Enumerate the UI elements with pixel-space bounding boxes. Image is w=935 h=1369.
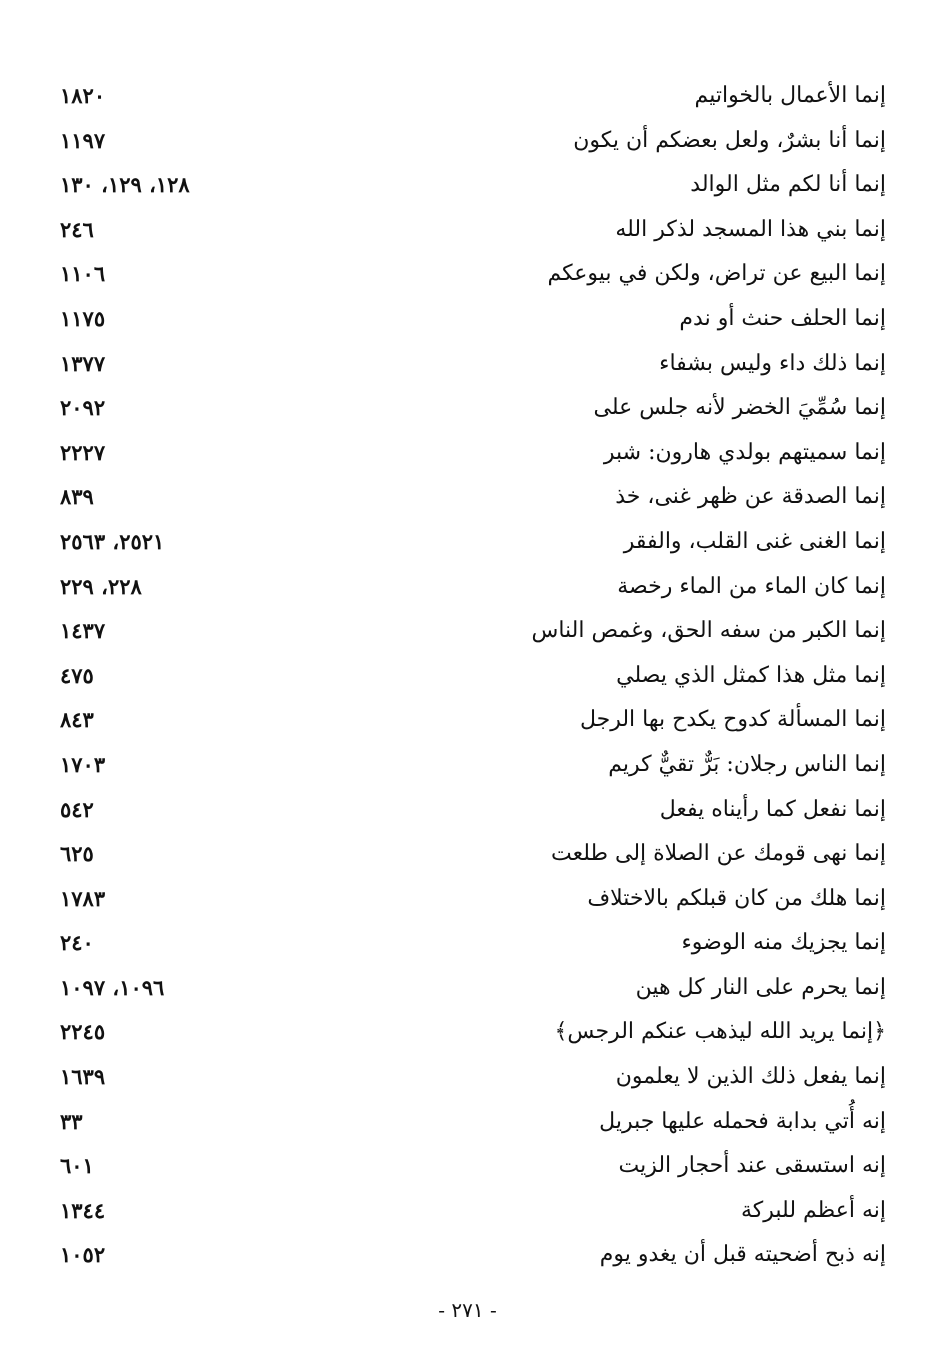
index-entry — [60, 1144, 886, 1189]
index-entry — [60, 386, 886, 431]
entry-reference-number: ٢٢٤٥ — [60, 1019, 106, 1045]
entry-reference-number: ٨٤٣ — [60, 707, 94, 733]
entry-reference-number: ١١٩٧ — [60, 127, 106, 153]
index-entry — [60, 609, 886, 654]
entry-reference-number: ٢٢٨، ٢٢٩ — [60, 573, 142, 599]
entry-text: إنه استسقى عند أحجار الزيت — [618, 1153, 886, 1179]
entry-reference-number: ١٤٣٧ — [60, 618, 106, 644]
entry-text: إنما سميتهم بولدي هارون: شبر — [603, 439, 886, 465]
entry-text: إنما كان الماء من الماء رخصة — [617, 573, 886, 599]
index-entry — [60, 788, 886, 833]
index-entry — [60, 1055, 886, 1100]
entry-reference-number: ٨٣٩ — [60, 484, 94, 510]
entry-text: إنما مثل هذا كمثل الذي يصلي — [616, 662, 886, 688]
entry-reference-number: ١١٠٦ — [60, 261, 106, 287]
entry-text: إنما البيع عن تراض، ولكن في بيوعكم — [547, 261, 886, 287]
entry-text: إنما أنا لكم مثل الوالد — [690, 172, 886, 198]
page-number: - ٢٧١ - — [438, 1298, 497, 1322]
entry-text: إنما يحرم على النار كل هين — [635, 974, 886, 1000]
index-entry — [60, 1189, 886, 1234]
index-entry — [60, 832, 886, 877]
index-entry — [60, 1233, 886, 1278]
index-entry — [60, 921, 886, 966]
entry-reference-number: ١٣٧٧ — [60, 350, 106, 376]
entry-text: إنما بني هذا المسجد لذكر الله — [615, 216, 886, 242]
entry-text: إنما الناس رجلان: بَرٌّ تقيٌّ كريم — [608, 751, 886, 777]
index-entry — [60, 74, 886, 119]
entry-reference-number: ١٠٥٢ — [60, 1242, 106, 1268]
entry-reference-number: ٥٤٢ — [60, 796, 94, 822]
index-entry — [60, 520, 886, 565]
index-entry — [60, 297, 886, 342]
index-entry — [60, 877, 886, 922]
entry-reference-number: ٢٤٦ — [60, 216, 94, 242]
entry-text: إنما الكبر من سفه الحق، وغمص الناس — [531, 618, 886, 644]
entry-text: ﴿إنما يريد الله ليذهب عنكم الرجس﴾ — [554, 1019, 886, 1045]
index-entry — [60, 654, 886, 699]
index-entry — [60, 431, 886, 476]
index-entry — [60, 1010, 886, 1055]
entry-text: إنما يفعل ذلك الذين لا يعلمون — [615, 1064, 886, 1090]
entry-text: إنما ذلك داء وليس بشفاء — [659, 350, 886, 376]
index-entry — [60, 342, 886, 387]
entry-text: إنما المسألة كدوح يكدح بها الرجل — [579, 707, 886, 733]
index-entry — [60, 698, 886, 743]
entry-reference-number: ٣٣ — [60, 1108, 83, 1134]
entry-text: إنما الصدقة عن ظهر غنى، خذ — [615, 484, 886, 510]
index-entry — [60, 966, 886, 1011]
entry-reference-number: ٤٧٥ — [60, 662, 94, 688]
entry-reference-number: ٢٠٩٢ — [60, 395, 106, 421]
entry-reference-number: ١٧٠٣ — [60, 751, 106, 777]
entry-reference-number: ١٦٣٩ — [60, 1064, 106, 1090]
entry-text: إنما يجزيك منه الوضوء — [681, 930, 886, 956]
entry-text: إنما نفعل كما رأيناه يفعل — [659, 796, 886, 822]
entry-reference-number: ٢٤٠ — [60, 930, 94, 956]
entry-reference-number: ٢٢٢٧ — [60, 439, 106, 465]
entry-text: إنما الحلف حنث أو ندم — [679, 305, 886, 331]
index-entry — [60, 208, 886, 253]
entry-reference-number: ٦٢٥ — [60, 841, 94, 867]
entry-reference-number: ١٢٨، ١٢٩، ١٣٠ — [60, 172, 190, 198]
entry-reference-number: ١٠٩٦، ١٠٩٧ — [60, 974, 165, 1000]
entry-reference-number: ١١٧٥ — [60, 305, 106, 331]
index-entry — [60, 252, 886, 297]
index-entry — [60, 1100, 886, 1145]
index-entry — [60, 565, 886, 610]
index-entry — [60, 743, 886, 788]
entry-text: إنه أُتي بدابة فحمله عليها جبريل — [599, 1108, 886, 1134]
entry-reference-number: ١٣٤٤ — [60, 1197, 106, 1223]
hadith-index-list — [60, 74, 886, 1278]
entry-reference-number: ١٨٢٠ — [60, 83, 106, 108]
entry-text: إنما نهى قومك عن الصلاة إلى طلعت — [550, 841, 886, 867]
index-entry — [60, 119, 886, 164]
entry-text: إنما سُمِّيَ الخضر لأنه جلس على — [593, 395, 886, 421]
entry-text: إنما الغنى غنى القلب، والفقر — [623, 528, 886, 554]
index-entry — [60, 475, 886, 520]
entry-text: إنما هلك من كان قبلكم بالاختلاف — [587, 885, 886, 911]
index-entry — [60, 163, 886, 208]
entry-text: إنه ذبح أضحيته قبل أن يغدو يوم — [599, 1242, 886, 1268]
entry-text: إنه أعظم للبركة — [741, 1197, 886, 1223]
entry-text: إنما الأعمال بالخواتيم — [694, 83, 886, 108]
entry-reference-number: ١٧٨٣ — [60, 885, 106, 911]
entry-text: إنما أنا بشرٌ، ولعل بعضكم أن يكون — [573, 127, 886, 153]
entry-reference-number: ٦٠١ — [60, 1153, 94, 1179]
entry-reference-number: ٢٥٢١، ٢٥٦٣ — [60, 528, 165, 554]
